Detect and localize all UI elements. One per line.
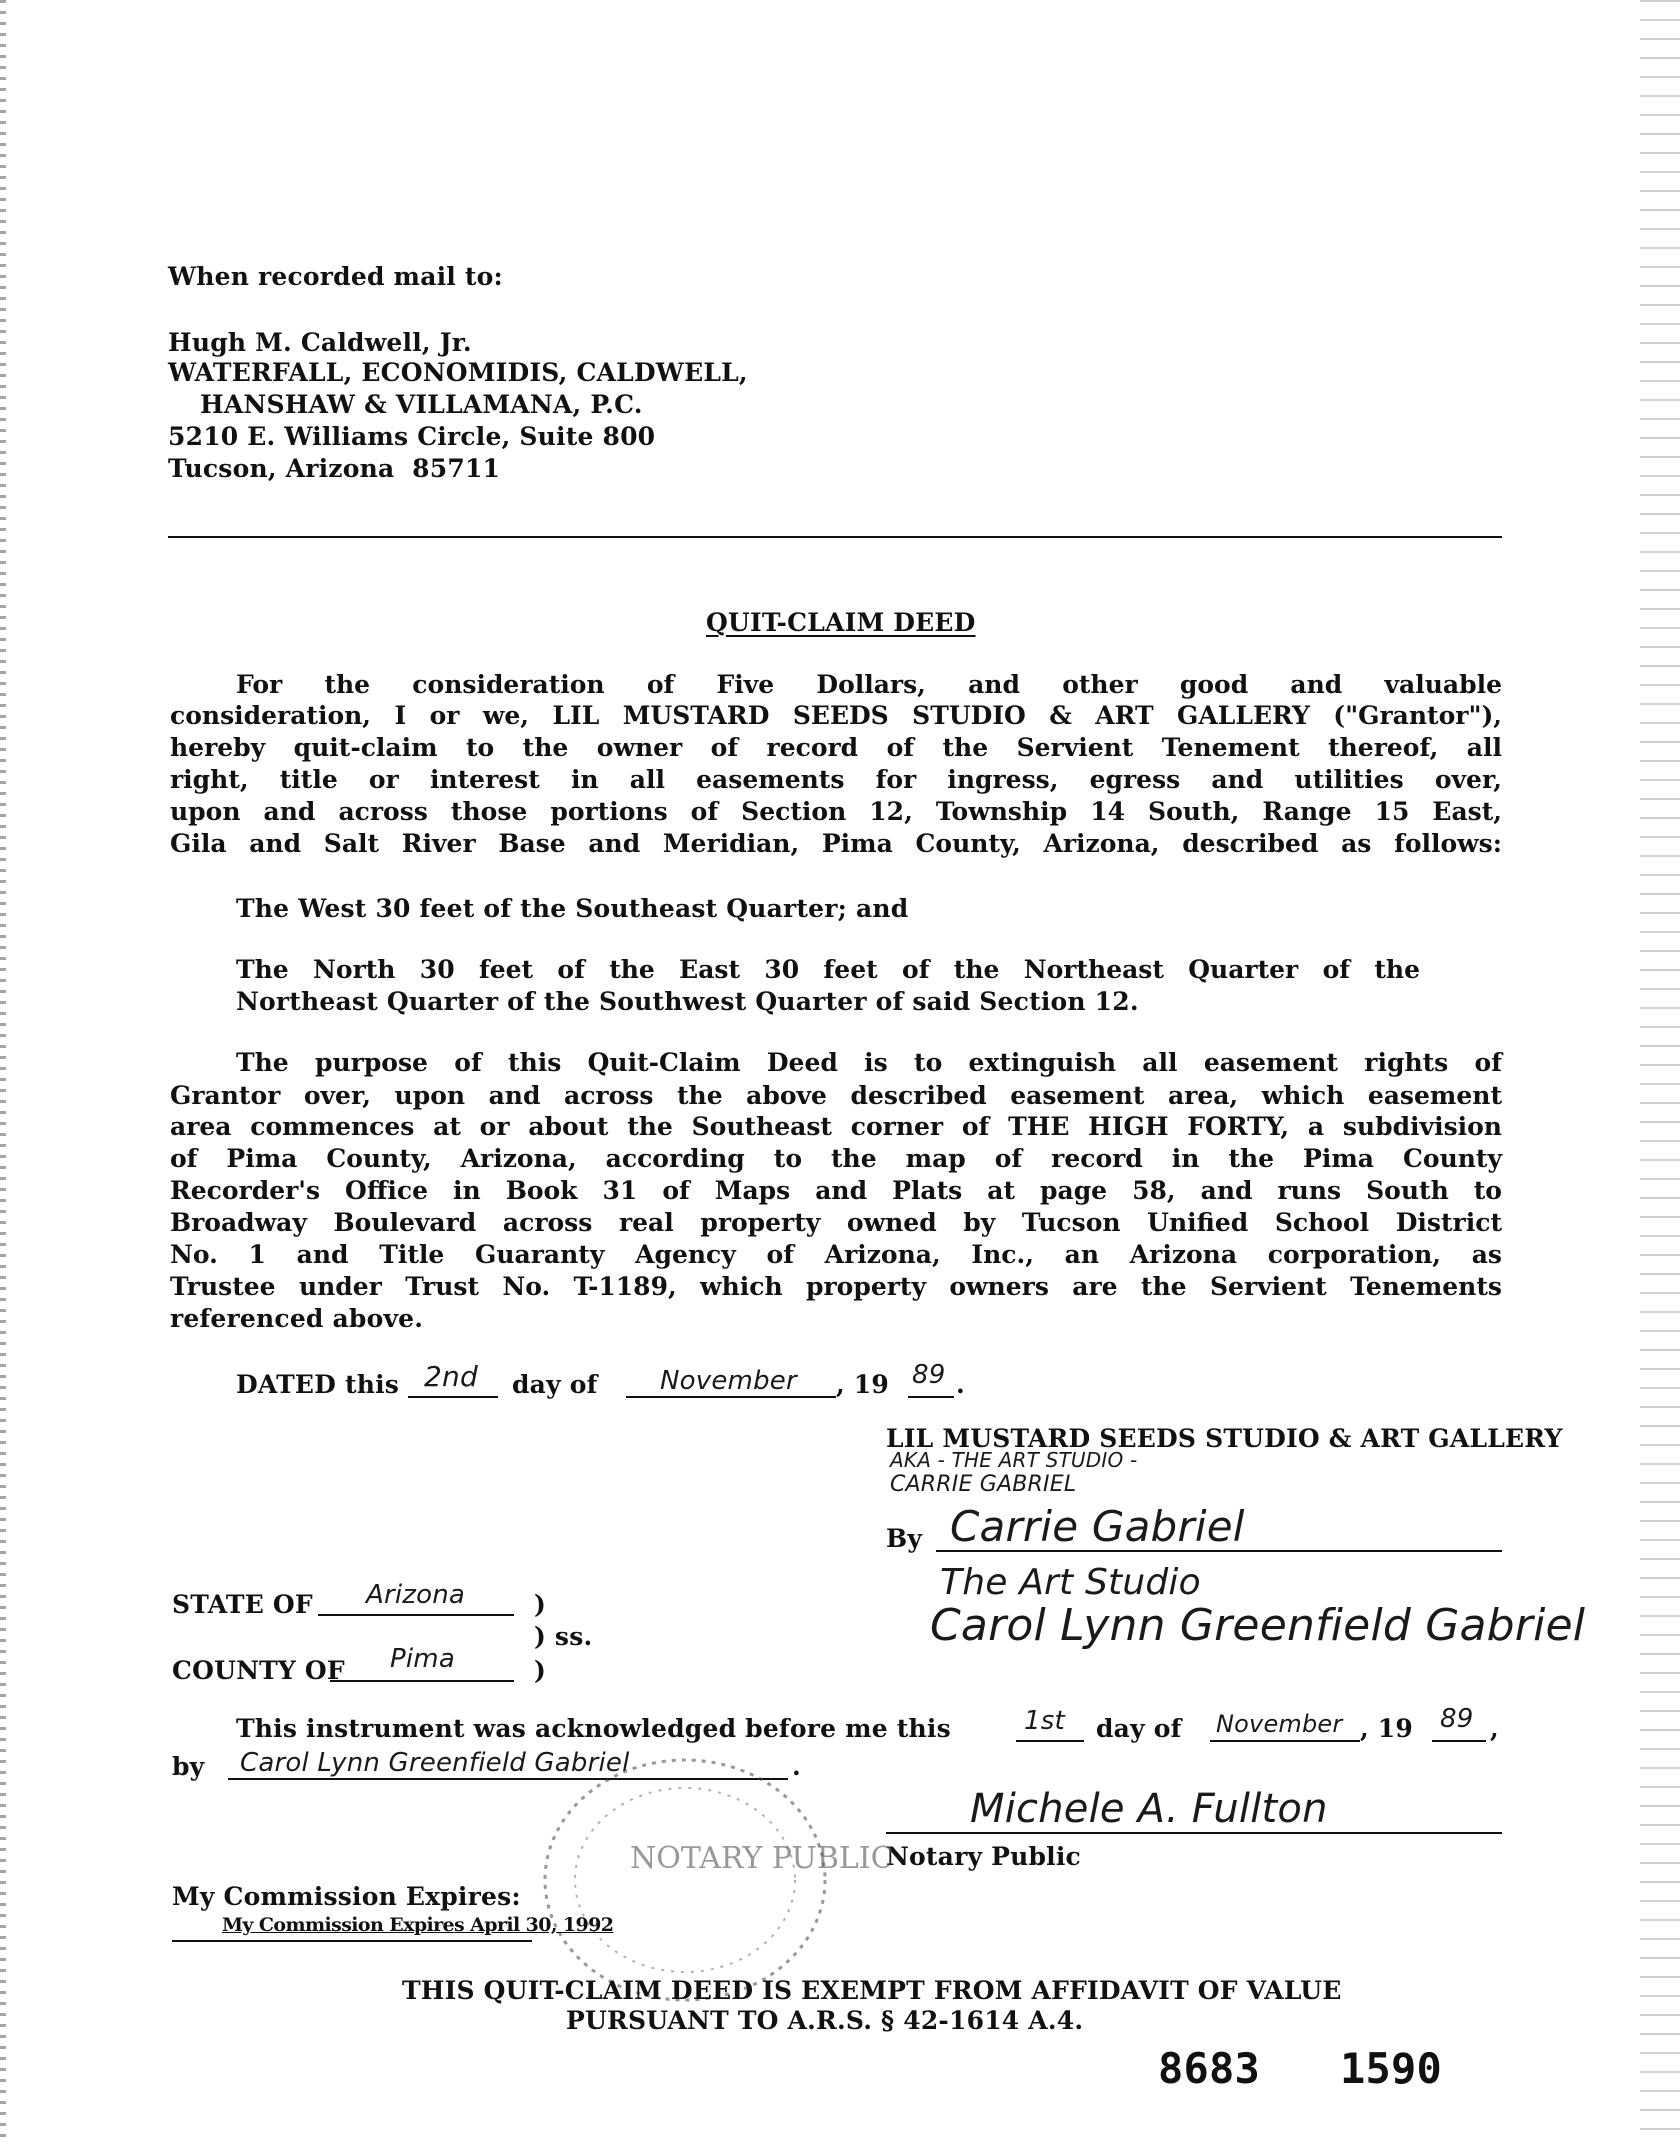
state-blank: [318, 1614, 514, 1616]
dated-day-of: day of: [512, 1370, 598, 1399]
county-blank: [330, 1680, 514, 1682]
mail-to-line: Hugh M. Caldwell, Jr.: [168, 328, 472, 357]
ack-day-of: day of: [1096, 1714, 1182, 1743]
purpose-line: referenced above.: [170, 1304, 424, 1333]
notary-public-label: Notary Public: [886, 1842, 1081, 1871]
county-paren: ): [534, 1656, 547, 1685]
purpose-line: No. 1 and Title Guaranty Agency of Arizona, Inc., an Arizona corporation, as: [170, 1240, 1502, 1269]
dated-day-blank: [408, 1396, 498, 1398]
venue-ss: ) ss.: [534, 1622, 593, 1651]
mail-to-line: 5210 E. Williams Circle, Suite 800: [168, 422, 656, 451]
state-value-handwritten: Arizona: [366, 1580, 466, 1610]
recording-page-number: 1590: [1340, 2044, 1442, 2093]
left-scan-edge: [0, 0, 6, 2144]
ack-month-blank: [1210, 1740, 1360, 1742]
purpose-line: Trustee under Trust No. T-1189, which property owners are the Servient Tenements: [170, 1272, 1502, 1301]
purpose-line: Recorder's Office in Book 31 of Maps and Plats at page 58, and runs South to: [170, 1176, 1502, 1205]
purpose-line: Grantor over, upon and across the above described easement area, which easement: [170, 1081, 1502, 1110]
notary-signature: Michele A. Fullton: [970, 1786, 1328, 1832]
document-title: QUIT-CLAIM DEED: [706, 608, 976, 637]
consideration-line: Gila and Salt River Base and Meridian, Pima County, Arizona, described as follows:: [170, 829, 1502, 858]
consideration-line: upon and across those portions of Section 12, Township 14 South, Range 15 East,: [170, 797, 1502, 826]
dated-month-handwritten: November: [660, 1366, 797, 1396]
grantor-printed-name-handwritten: CARRIE GABRIEL: [890, 1472, 1077, 1497]
right-scan-edge: [1640, 0, 1680, 2144]
notary-seal-text: NOTARY PUBLIC: [630, 1841, 894, 1876]
purpose-line: Broadway Boulevard across real property owned by Tucson Unified School District: [170, 1208, 1502, 1237]
consideration-line: hereby quit-claim to the owner of record of the Servient Tenement thereof, all: [170, 733, 1502, 762]
exempt-statement-line1: THIS QUIT-CLAIM DEED IS EXEMPT FROM AFFIDAVIT OF VALUE: [402, 1976, 1342, 2005]
commission-label: My Commission Expires:: [172, 1882, 521, 1911]
county-label: COUNTY OF: [172, 1656, 345, 1685]
recording-docket-number: 8683: [1158, 2044, 1260, 2093]
ack-by-period: .: [792, 1752, 801, 1781]
grantor-signature-line3: Carol Lynn Greenfield Gabriel: [930, 1600, 1586, 1651]
dated-day-handwritten: 2nd: [424, 1360, 478, 1393]
consideration-line: consideration, I or we, LIL MUSTARD SEEDS STUDIO & ART GALLERY ("Grantor"),: [170, 701, 1502, 730]
purpose-line: The purpose of this Quit-Claim Deed is to extinguish all easement rights of: [236, 1048, 1502, 1077]
ack-day-handwritten: 1st: [1024, 1706, 1065, 1736]
dated-year-prefix: , 19: [836, 1370, 889, 1399]
mail-to-line: Tucson, Arizona 85711: [168, 454, 501, 483]
legal-description-line: The West 30 feet of the Southeast Quarter; and: [236, 894, 909, 923]
dated-month-blank: [626, 1396, 836, 1398]
commission-stamp: My Commission Expires April 30, 1992: [222, 1914, 614, 1936]
grantor-name: LIL MUSTARD SEEDS STUDIO & ART GALLERY: [886, 1424, 1563, 1453]
legal-description-line: Northeast Quarter of the Southwest Quarter of said Section 12.: [236, 987, 1139, 1016]
grantor-signature: Carrie Gabriel: [950, 1502, 1245, 1551]
mail-to-line: HANSHAW & VILLAMANA, P.C.: [200, 390, 643, 419]
mail-to-line: WATERFALL, ECONOMIDIS, CALDWELL,: [168, 358, 748, 387]
dated-year-handwritten: 89: [912, 1360, 946, 1390]
ack-year-prefix: , 19: [1360, 1714, 1413, 1743]
legal-description-line: The North 30 feet of the East 30 feet of the Northeast Quarter of the: [236, 955, 1420, 984]
county-value-handwritten: Pima: [390, 1644, 455, 1674]
grantor-aka-handwritten: AKA - THE ART STUDIO -: [890, 1448, 1138, 1472]
dated-period: .: [956, 1370, 965, 1399]
notary-signature-line: [886, 1832, 1502, 1834]
ack-year-comma: ,: [1490, 1714, 1499, 1743]
grantor-signature-line2: The Art Studio: [940, 1562, 1201, 1603]
ack-year-handwritten: 89: [1440, 1704, 1474, 1734]
state-label: STATE OF: [172, 1590, 313, 1619]
consideration-line: right, title or interest in all easements for ingress, egress and utilities over,: [170, 765, 1502, 794]
separator-rule: [168, 536, 1502, 538]
dated-label: DATED this: [236, 1370, 400, 1399]
grantor-by-label: By: [886, 1524, 923, 1553]
mail-to-heading: When recorded mail to:: [168, 262, 503, 291]
commission-blank: [172, 1940, 532, 1942]
ack-by-name-handwritten: Carol Lynn Greenfield Gabriel: [240, 1748, 630, 1778]
exempt-statement-line2: PURSUANT TO A.R.S. § 42-1614 A.4.: [566, 2006, 1084, 2035]
ack-by-label: by: [172, 1752, 205, 1781]
purpose-line: of Pima County, Arizona, according to the map of record in the Pima County: [170, 1144, 1502, 1173]
ack-year-blank: [1432, 1740, 1486, 1742]
ack-month-handwritten: November: [1216, 1710, 1343, 1738]
dated-year-blank: [908, 1396, 954, 1398]
acknowledgment-text: This instrument was acknowledged before me this: [236, 1714, 951, 1743]
consideration-line: For the consideration of Five Dollars, and other good and valuable: [236, 670, 1502, 699]
ack-day-blank: [1016, 1740, 1084, 1742]
state-paren: ): [534, 1590, 547, 1619]
purpose-line: area commences at or about the Southeast corner of THE HIGH FORTY, a subdivision: [170, 1112, 1502, 1141]
